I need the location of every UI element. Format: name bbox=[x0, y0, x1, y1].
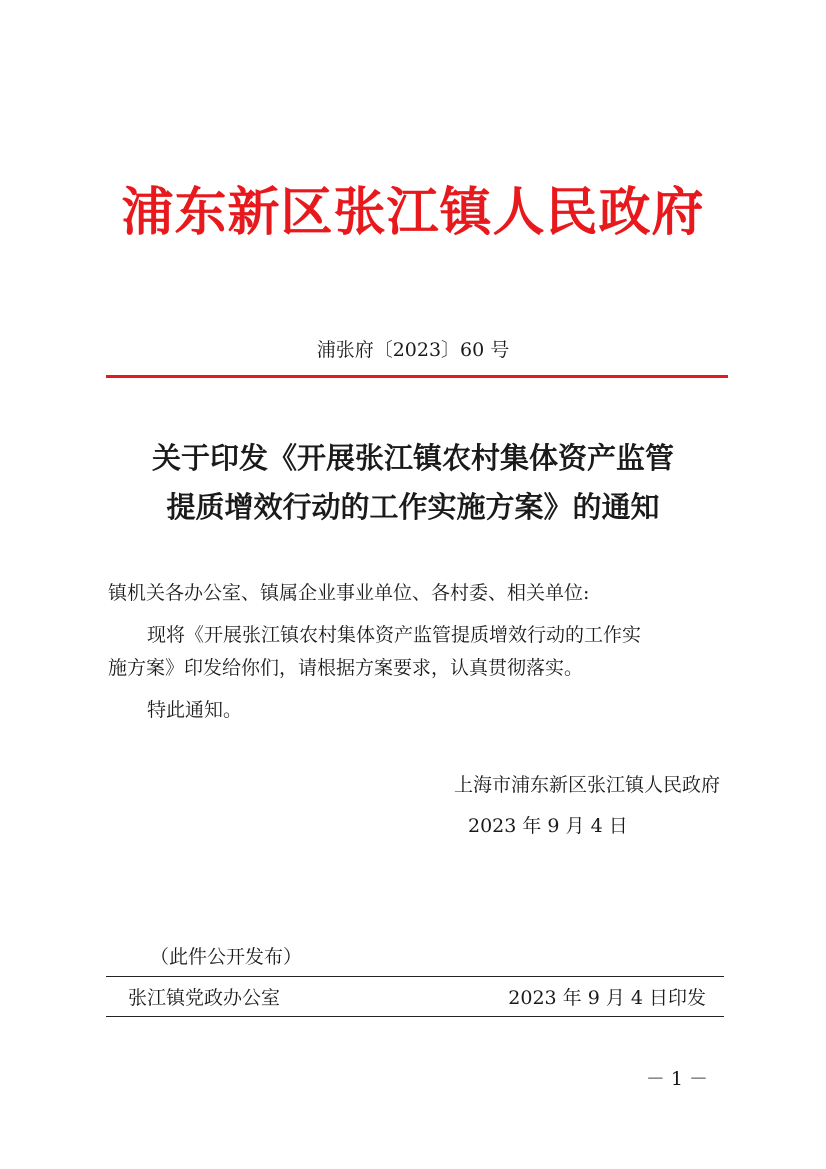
page-number: － 1 － bbox=[645, 1068, 708, 1090]
print-date: 2023 年 9 月 4 日印发 bbox=[508, 987, 706, 1009]
publication-note: （此件公开发布） bbox=[150, 946, 303, 968]
body-paragraph-1-line-1: 现将《开展张江镇农村集体资产监管提质增效行动的工作实 bbox=[147, 624, 642, 646]
signature-date: 2023 年 9 月 4 日 bbox=[468, 815, 628, 837]
signature-org: 上海市浦东新区张江镇人民政府 bbox=[453, 774, 720, 796]
body-paragraph-1-line-2: 施方案》印发给你们，请根据方案要求，认真贯彻落实。 bbox=[108, 657, 584, 679]
red-divider bbox=[106, 375, 728, 378]
document-title-line-2: 提质增效行动的工作实施方案》的通知 bbox=[166, 490, 660, 524]
footer-bottom-rule bbox=[106, 1016, 724, 1017]
body-paragraph-2: 特此通知。 bbox=[147, 699, 243, 721]
issuer-header: 浦东新区张江镇人民政府 bbox=[121, 182, 705, 243]
document-title-line-1: 关于印发《开展张江镇农村集体资产监管 bbox=[151, 441, 674, 475]
addressee: 镇机关各办公室、镇属企业事业单位、各村委、相关单位: bbox=[108, 582, 590, 604]
footer-top-rule bbox=[106, 976, 724, 977]
issuing-office: 张江镇党政办公室 bbox=[128, 987, 281, 1009]
document-number: 浦张府〔2023〕60 号 bbox=[316, 339, 510, 361]
